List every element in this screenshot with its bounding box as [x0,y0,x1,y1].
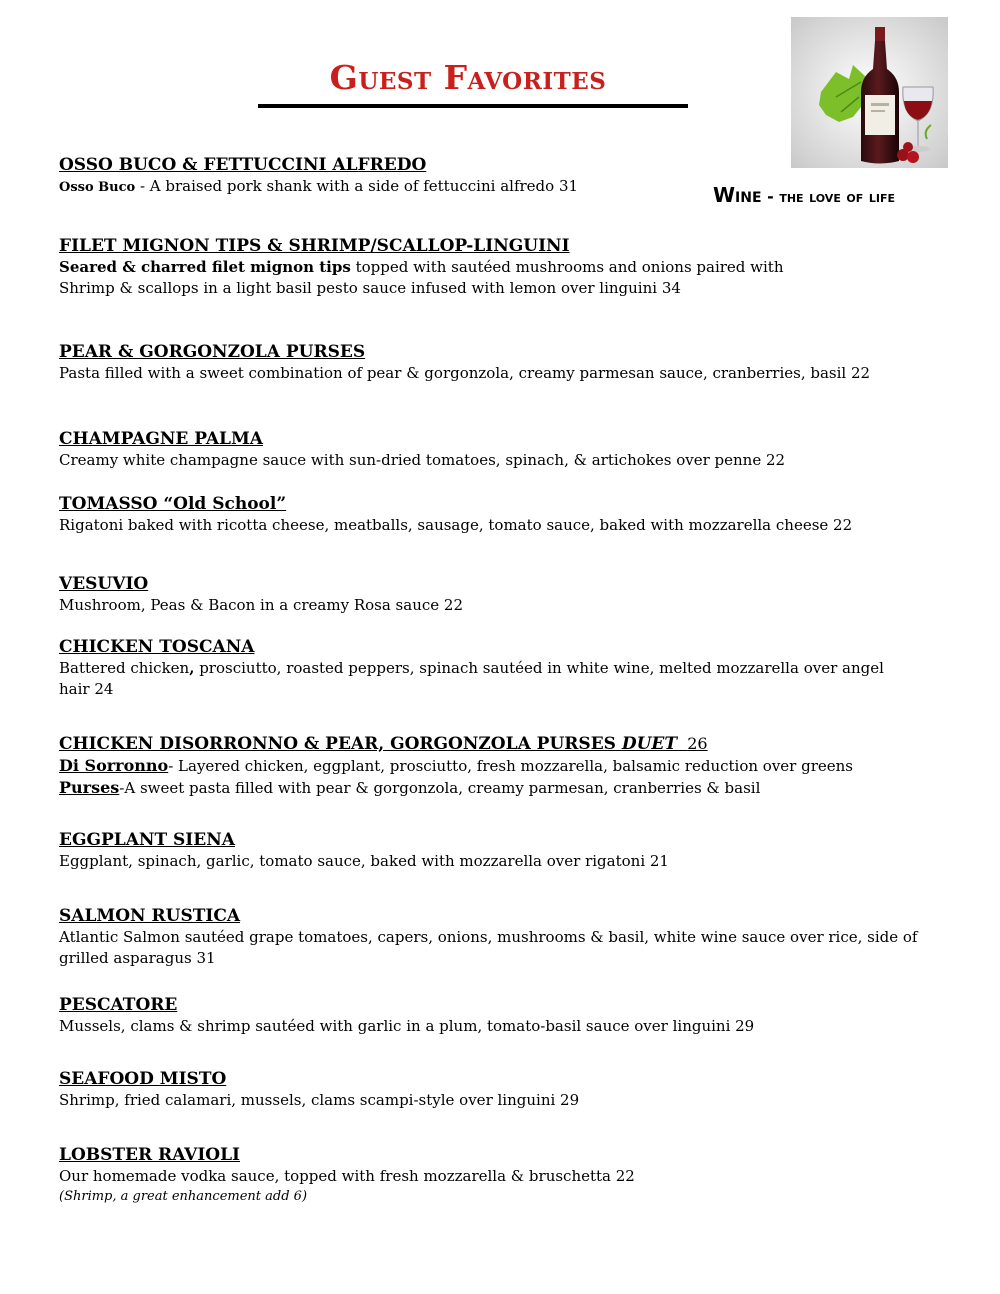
item-price-value: 26 [687,734,708,753]
item-desc: Mussels, clams & shrimp sautéed with garlic in a plum, tomato-basil sauce over linguini 29 [59,1017,755,1035]
item-desc: Our homemade vodka sauce, topped with fresh mozzarella & bruschetta 22 [59,1167,635,1185]
item-name: TOMASSO “Old School” [59,494,287,514]
item-label: Osso Buco [59,180,136,195]
item-name: CHAMPAGNE PALMA [59,429,263,449]
menu-item-tomasso [59,494,939,536]
item-desc [59,257,939,278]
item-desc: Atlantic Salmon sautéed grape tomatoes, capers, onions, mushrooms & basil, white wine sauce over rice, side of grilled asparagus 31 [59,928,918,967]
wine-tagline-main: Wine [713,183,762,207]
item-desc: Creamy white champagne sauce with sun-dried tomatoes, spinach, & artichokes over penne 22 [59,451,786,469]
item-desc [59,658,919,700]
item-desc: Mushroom, Peas & Bacon in a creamy Rosa sauce 22 [59,596,463,614]
wine-tagline-sub: - the love of life [761,187,895,206]
menu-item-filet-mignon [59,236,939,299]
item-desc-text: Battered chicken [59,659,190,677]
menu-item-salmon-rustica [59,906,929,969]
item-desc-text: -A sweet pasta filled with pear & gorgonzola, creamy parmesan, cranberries & basil [119,779,761,797]
item-desc: Rigatoni baked with ricotta cheese, meatballs, sausage, tomato sauce, baked with mozzarella cheese 22 [59,516,853,534]
item-name: PEAR & GORGONZOLA PURSES [59,342,366,362]
item-desc-text2: prosciutto, roasted peppers, spinach sautéed in white wine, melted mozzarella over angel hair 24 [59,659,884,698]
item-desc-comma: , [189,659,195,677]
item-name: EGGPLANT SIENA [59,830,235,850]
menu-item-lobster-ravioli [59,1145,939,1206]
item-note: (Shrimp, a great enhancement add 6) [59,1189,308,1204]
wine-bottle-glass-icon [791,17,948,168]
item-name: SALMON RUSTICA [59,906,241,926]
item-name: VESUVIO [59,574,149,594]
item-name: OSSO BUCO & FETTUCCINI ALFREDO [59,155,427,175]
item-desc: Pasta filled with a sweet combination of pear & gorgonzola, creamy parmesan sauce, cranberries, basil 22 [59,364,871,382]
item-desc: Eggplant, spinach, garlic, tomato sauce, baked with mozzarella over rigatoni 21 [59,852,669,870]
item-desc [59,176,939,198]
item-name-duet: DUET [621,734,678,754]
item-desc-line1 [59,755,939,777]
item-desc-text: - Layered chicken, eggplant, prosciutto, fresh mozzarella, balsamic reduction over greens [168,757,854,775]
item-name: FILET MIGNON TIPS & SHRIMP/SCALLOP-LINGUINI [59,236,570,256]
menu-item-seafood-misto [59,1069,939,1111]
title-underline [258,104,688,108]
item-desc-text: - A braised pork shank with a side of fettuccini alfredo 31 [135,177,579,195]
menu-item-pear-purses [59,342,939,384]
item-name: PESCATORE [59,995,178,1015]
item-desc: Shrimp, fried calamari, mussels, clams scampi-style over linguini 29 [59,1091,580,1109]
item-name: LOBSTER RAVIOLI [59,1145,240,1165]
item-name-text: CHICKEN DISORRONNO & PEAR, GORGONZOLA PURSES [59,734,616,754]
item-desc-text: topped with sautéed mushrooms and onions paired with [350,258,784,276]
item-price [677,734,708,753]
menu-item-vesuvio [59,574,939,616]
item-sublabel-disorronno: Di Sorronno [59,756,169,775]
item-name: CHICKEN TOSCANA [59,637,255,657]
item-label: Seared & charred filet mignon tips [59,258,351,276]
page-title: Guest Favorites [329,58,607,97]
menu-item-chicken-toscana [59,637,919,700]
item-desc-line2: Shrimp & scallops in a light basil pesto sauce infused with lemon over linguini 34 [59,279,681,297]
item-desc-line2 [59,777,939,799]
menu-item-champagne-palma [59,429,939,471]
menu-item-pescatore [59,995,939,1037]
item-name [59,733,939,755]
menu-item-chicken-duet [59,733,939,799]
item-name: SEAFOOD MISTO [59,1069,227,1089]
item-sublabel-purses: Purses [59,778,120,797]
menu-item-osso-buco [59,155,939,198]
menu-item-eggplant-siena [59,830,939,872]
